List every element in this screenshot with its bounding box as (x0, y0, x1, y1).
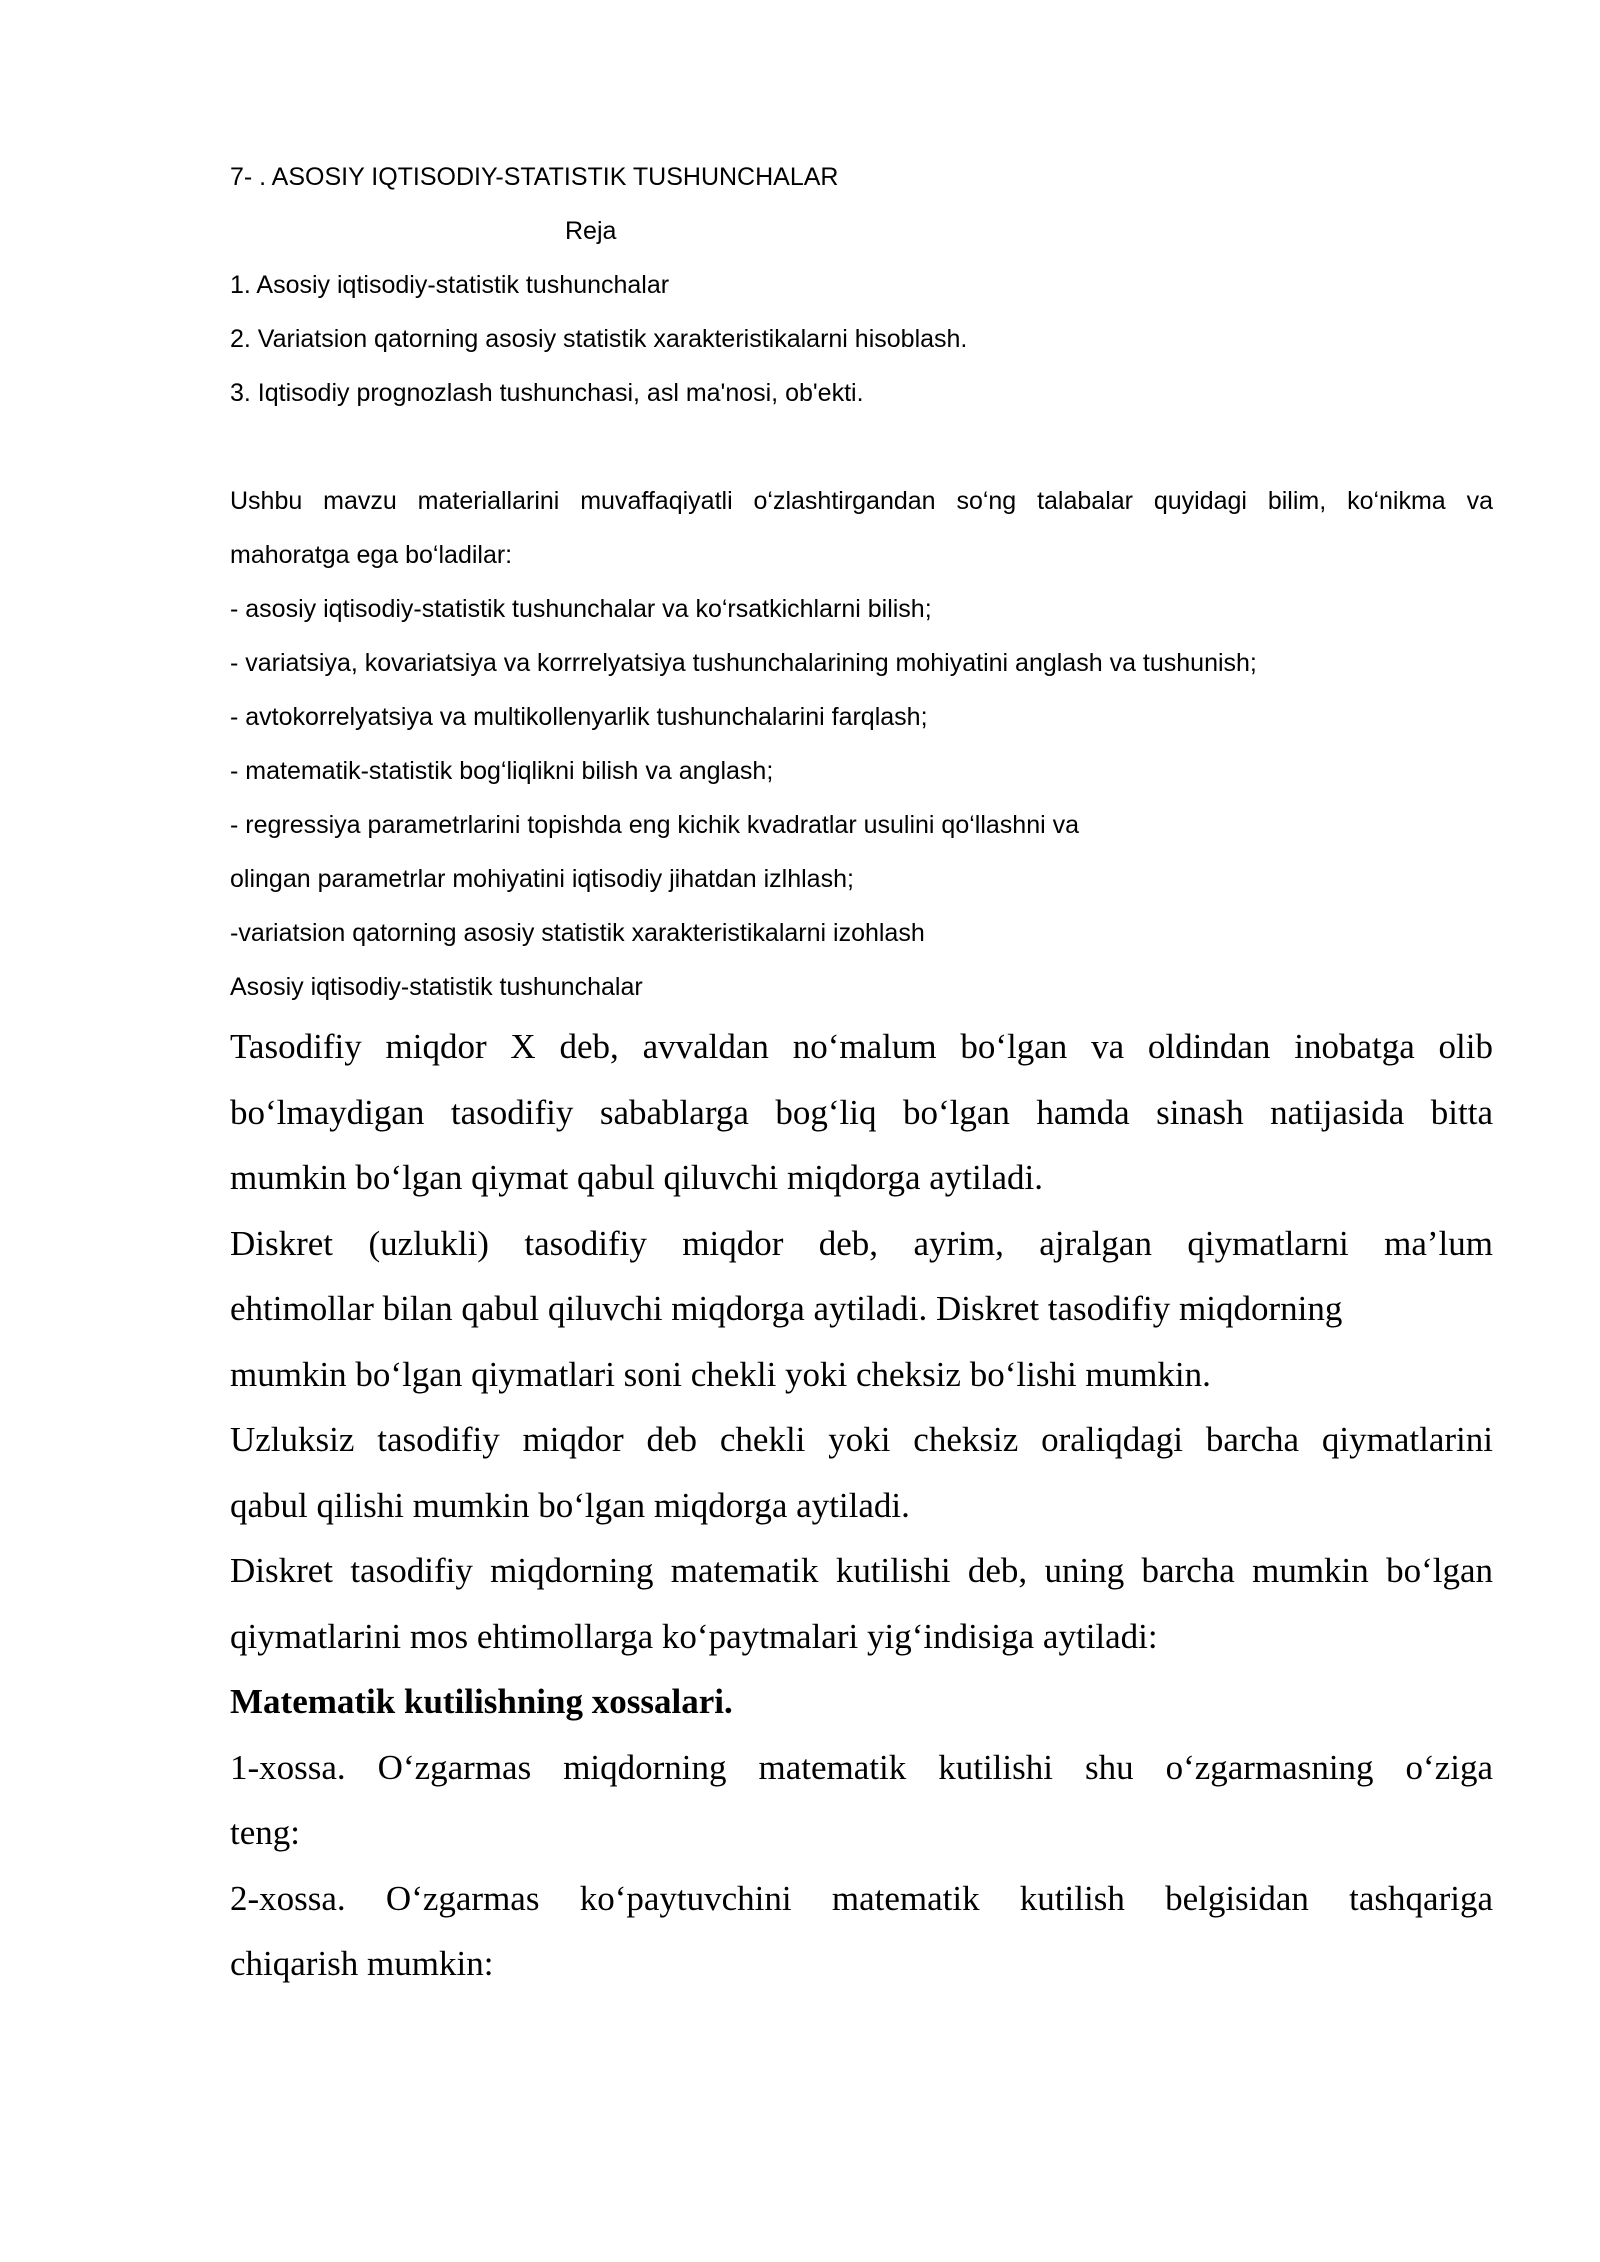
lesson-title: 7- . ASOSIY IQTISODIY-STATISTIK TUSHUNCHALAR (230, 163, 839, 191)
learning-outcome: - variatsiya, kovariatsiya va korrrelyatsiya tushunchalarining mohiyatini anglash va tushunish; (230, 649, 1257, 677)
property-two (230, 1866, 1493, 1997)
learning-outcome: - avtokorrelyatsiya va multikollenyarlik tushunchalarini farqlash; (230, 703, 928, 731)
learning-outcome: - matematik-statistik bog‘liqlikni bilish va anglash; (230, 757, 774, 785)
lesson-body (230, 1014, 1493, 1997)
body-line: Tasodifiy miqdor X deb, avvaldan no‘malum bo‘lgan va oldindan inobatga olib (230, 1027, 1493, 1066)
body-line: mumkin bo‘lgan qiymatlari soni chekli yoki cheksiz bo‘lishi mumkin. (230, 1354, 1211, 1394)
body-line: Diskret (uzlukli) tasodifiy miqdor deb, ayrim, ajralgan qiymatlarni ma’lum (230, 1223, 1493, 1263)
section-label: Asosiy iqtisodiy-statistik tushunchalar (230, 973, 643, 1001)
paragraph-expected-value (230, 1538, 1493, 1669)
body-line: chiqarish mumkin: (230, 1944, 494, 1983)
body-line: ehtimollar bilan qabul qiluvchi miqdorga aytiladi. Diskret tasodifiy miqdorning (230, 1289, 1343, 1328)
body-line: bo‘lmaydigan tasodifiy sabablarga bog‘liq bo‘lgan hamda sinash natijasida bitta (230, 1092, 1493, 1132)
body-line: teng: (230, 1813, 300, 1852)
plan-label: Reja (565, 217, 617, 245)
learning-outcome: - regressiya parametrlarini topishda eng kichik kvadratlar usulini qo‘llashni va (230, 811, 1080, 839)
body-line: Diskret tasodifiy miqdorning matematik kutilishi deb, uning barcha mumkin bo‘lgan (230, 1551, 1493, 1590)
body-line: mumkin bo‘lgan qiymat qabul qiluvchi miqdorga aytiladi. (230, 1158, 1043, 1197)
body-line: qiymatlarini mos ehtimollarga ko‘paytmalari yig‘indisiga aytiladi: (230, 1616, 1158, 1656)
intro-text: Ushbu mavzu materiallarini muvaffaqiyatli o‘zlashtirgandan so‘ng talabalar quyidagi bilim, ko‘nikma va (230, 487, 1493, 515)
learning-outcome: -variatsion qatorning asosiy statistik xarakteristikalarni izohlash (230, 919, 925, 947)
properties-heading: Matematik kutilishning xossalari. (230, 1682, 733, 1721)
lesson-header (230, 150, 1493, 1014)
plan-item: 3. Iqtisodiy prognozlash tushunchasi, asl ma'nosi, ob'ekti. (230, 379, 864, 407)
blank-line (230, 420, 1493, 474)
body-line: qabul qilishi mumkin bo‘lgan miqdorga aytiladi. (230, 1485, 910, 1525)
paragraph-discrete-variable (230, 1211, 1493, 1408)
plan-item: 1. Asosiy iqtisodiy-statistik tushunchalar (230, 271, 670, 299)
body-line: 2-xossa. O‘zgarmas ko‘paytuvchini matematik kutilish belgisidan tashqariga (230, 1878, 1493, 1918)
learning-outcome: - asosiy iqtisodiy-statistik tushunchalar va ko‘rsatkichlarni bilish; (230, 595, 932, 623)
plan-item: 2. Variatsion qatorning asosiy statistik xarakteristikalarni hisoblash. (230, 325, 968, 353)
paragraph-random-variable (230, 1014, 1493, 1211)
property-one (230, 1735, 1493, 1866)
body-line: Uzluksiz tasodifiy miqdor deb chekli yoki cheksiz oraliqdagi barcha qiymatlarini (230, 1420, 1493, 1459)
paragraph-continuous-variable (230, 1407, 1493, 1538)
learning-outcome: olingan parametrlar mohiyatini iqtisodiy jihatdan izlhlash; (230, 865, 854, 893)
body-line: 1-xossa. O‘zgarmas miqdorning matematik kutilishi shu o‘zgarmasning o‘ziga (230, 1747, 1493, 1787)
intro-text-continued: mahoratga ega bo‘ladilar: (230, 541, 513, 569)
document-page (230, 150, 1493, 1997)
